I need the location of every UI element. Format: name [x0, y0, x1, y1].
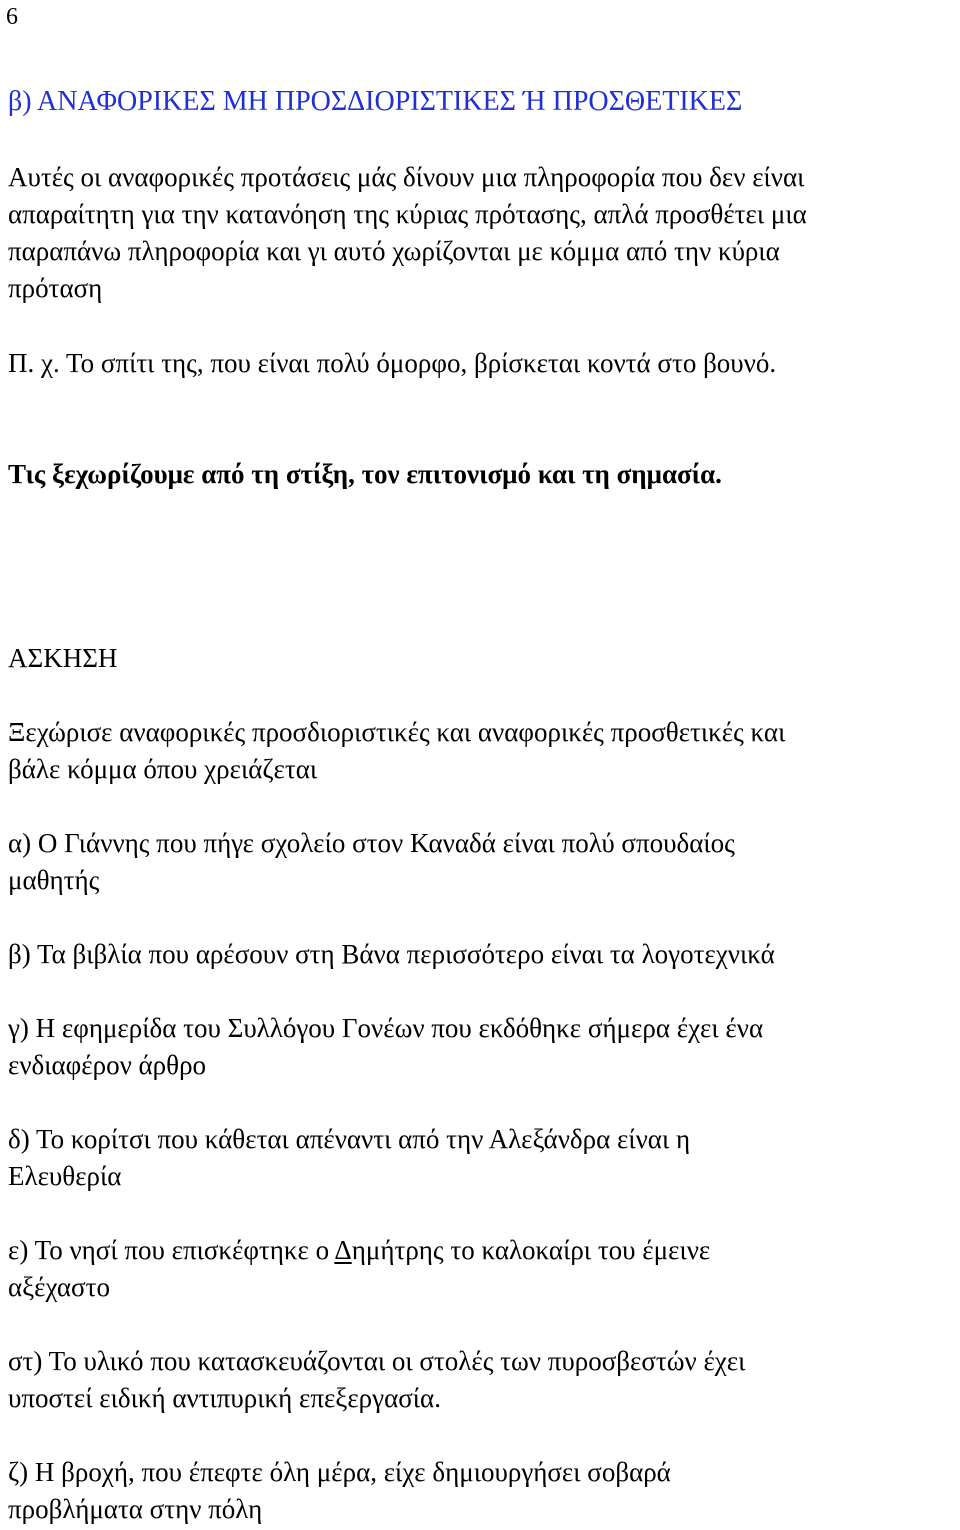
exercise-item-a-line-1: α) Ο Γιάννης που πήγε σχολείο στον Καναδά είναι πολύ σπουδαίος — [8, 828, 735, 858]
exercise-item-e-line-2: αξέχαστο — [8, 1272, 110, 1302]
exercise-item-f-line-1: στ) Το υλικό που κατασκευάζονται οι στολές των πυροσβεστών έχει — [8, 1346, 746, 1376]
exercise-item-a-line-2: μαθητής — [8, 865, 100, 895]
intro-line-4: πρόταση — [8, 273, 103, 303]
example-sentence: Π. χ. Το σπίτι της, που είναι πολύ όμορφο, βρίσκεται κοντά στο βουνό. — [8, 348, 777, 378]
exercise-item-d-line-1: δ) Το κορίτσι που κάθεται απέναντι από την Αλεξάνδρα είναι η — [8, 1124, 691, 1154]
intro-line-1: Αυτές οι αναφορικές προτάσεις μάς δίνουν μια πληροφορία που δεν είναι — [8, 162, 805, 192]
exercise-item-c-line-2: ενδιαφέρον άρθρο — [8, 1050, 207, 1080]
exercise-item-d-line-2: Ελευθερία — [8, 1161, 122, 1191]
distinction-note: Τις ξεχωρίζουμε από τη στίξη, τον επιτονισμό και τη σημασία. — [8, 459, 722, 489]
exercise-item-g-line-2: προβλήματα στην πόλη — [8, 1494, 263, 1524]
exercise-item-c-line-1: γ) Η εφημερίδα του Συλλόγου Γονέων που εκδόθηκε σήμερα έχει ένα — [8, 1013, 764, 1043]
exercise-item-e-line-1 — [8, 1232, 710, 1268]
intro-line-3: παραπάνω πληροφορία και γι αυτό χωρίζονται με κόμμα από την κύρια — [8, 236, 780, 266]
item-e-underlined-letter: Δ — [334, 1235, 352, 1265]
exercise-heading: ΑΣΚΗΣΗ — [8, 643, 118, 673]
exercise-instruction-line-1: Ξεχώρισε αναφορικές προσδιοριστικές και αναφορικές προσθετικές και — [8, 717, 786, 747]
item-e-text-before: ε) Το νησί που επισκέφτηκε ο — [8, 1235, 335, 1265]
intro-line-2: απαραίτητη για την κατανόηση της κύριας πρότασης, απλά προσθέτει μια — [8, 199, 807, 229]
section-title: β) ΑΝΑΦΟΡΙΚΕΣ ΜΗ ΠΡΟΣΔΙΟΡΙΣΤΙΚΕΣ Ή ΠΡΟΣΘΕΤΙΚΕΣ — [8, 86, 743, 117]
exercise-item-g-line-1: ζ) Η βροχή, που έπεφτε όλη μέρα, είχε δημιουργήσει σοβαρά — [8, 1457, 671, 1487]
exercise-item-f-line-2: υποστεί ειδική αντιπυρική επεξεργασία. — [8, 1383, 441, 1413]
exercise-instruction-line-2: βάλε κόμμα όπου χρειάζεται — [8, 754, 318, 784]
item-e-text-after: ημήτρης το καλοκαίρι του έμεινε — [351, 1235, 711, 1265]
page-number: 6 — [6, 4, 18, 30]
exercise-item-b: β) Τα βιβλία που αρέσουν στη Βάνα περισσότερο είναι τα λογοτεχνικά — [8, 939, 775, 969]
